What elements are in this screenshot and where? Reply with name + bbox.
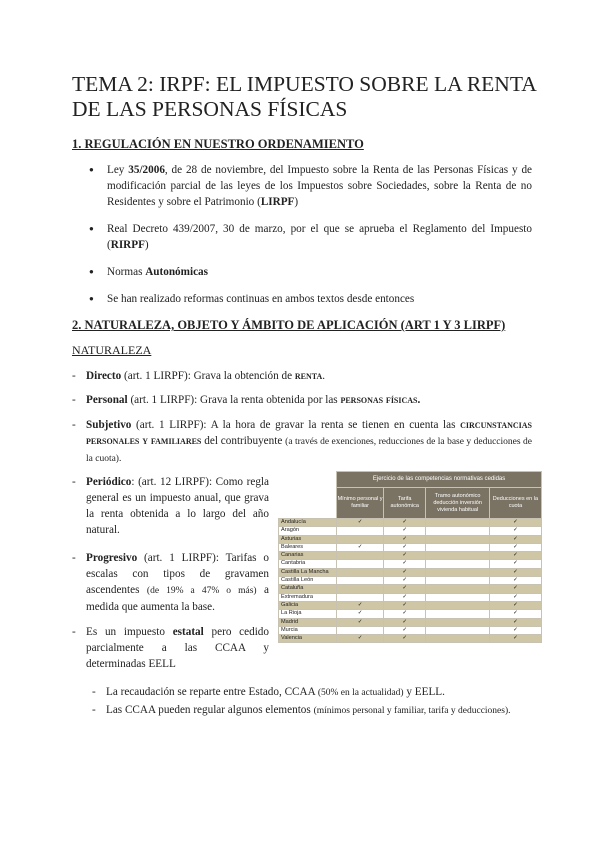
region-cell: Canarias <box>279 552 337 560</box>
region-cell: Aragón <box>279 527 337 535</box>
check-icon: ✓ <box>384 560 426 568</box>
table-row <box>279 560 542 568</box>
region-cell: Valencia <box>279 635 337 643</box>
empty-cell <box>426 519 489 527</box>
check-icon: ✓ <box>384 568 426 576</box>
table-row <box>279 568 542 576</box>
check-icon: ✓ <box>489 568 541 576</box>
check-icon: ✓ <box>384 626 426 634</box>
empty-cell <box>337 560 384 568</box>
empty-cell <box>426 618 489 626</box>
empty-cell <box>426 635 489 643</box>
check-icon: ✓ <box>489 560 541 568</box>
table-row <box>279 585 542 593</box>
empty-cell <box>337 585 384 593</box>
check-icon: ✓ <box>384 552 426 560</box>
table-row <box>279 593 542 601</box>
empty-cell <box>426 560 489 568</box>
check-icon: ✓ <box>384 593 426 601</box>
naturaleza-subheading: NATURALEZA <box>72 343 152 357</box>
region-cell: La Rioja <box>279 610 337 618</box>
empty-cell <box>426 626 489 634</box>
table-header: Mínimo personal y familiar <box>337 488 384 519</box>
document-page: TEMA 2: IRPF: EL IMPUESTO SOBRE LA RENTA DE LAS PERSONAS FÍSICAS 1. REGULACIÓN EN NUESTRO ORDENAMIENTO ● Ley 35/2006, de 28 de noviembre, del Impuesto sobre la Renta de las Personas Físicas y de modificación parcial de las leyes de los Impuestos sobre Sociedades, sobre la Renta de no Residentes y sobre el Patrimonio (LIRPF) ● Real Decreto 439/2007, 30 de marzo, por el que se aprueba el Reglamento del Impuesto (RIRPF) ● Normas Autonómicas ● Se han realizado reformas continuas en ambos textos desde entonces 2. NATURALEZA, OBJETO Y ÁMBITO DE APLICACIÓN (ART 1 Y 3 LIRPF) NATURALEZA - Directo (art. 1 LIRPF): Grava la obtención de renta. - Personal (art. 1 LIRPF): Grava la renta obtenida por las personas físicas. - Subjetivo (art. 1 LIRPF): A la hora de gravar la renta se tienen en cuenta las circunstancias personales y familiares del contribuyente (a través de exenciones, reducciones de la base y deducciones de la cuota). - Periódico: (art. 12 LIRPF): Como regla general es un impuesto anual, que grava la renta obtenida a lo largo del año natural. - Progresivo (art. 1 LIRPF): Tarifas o escalas con tipos de gravamen ascendentes (de 19% a 47% o más) a medida que aumenta la base. - Es un impuesto estatal pero cedido parcialmente a las CCAA y determinadas EELL - La recaudación se reparte entre Estado, CCAA (50% en la actualidad) y EELL. - Las CCAA pueden regular algunos elementos (mínimos personal y familiar, tarifa y deducciones). Ejercicio de las competencias normativas cedidas Mínimo personal y familiar Tarifa autonómica Tramo autonómico deducción inversión vivienda habitual Deducciones en la cuota Andalucía ✓ ✓ ✓ Aragón ✓ ✓ Asturias ✓ ✓ Baleares ✓ ✓ ✓ Canarias ✓ ✓ Cantabria ✓ ✓ Castilla La Mancha ✓ ✓ Castilla León ✓ ✓ Cataluña ✓ ✓ Extremadura ✓ ✓ Galicia ✓ ✓ ✓ La Rioja ✓ ✓ ✓ Madrid ✓ ✓ ✓ Murcia ✓ ✓ Valencia ✓ ✓ ✓ <box>0 0 600 848</box>
table-header: Tarifa autonómica <box>384 488 426 519</box>
check-icon: ✓ <box>489 552 541 560</box>
check-icon: ✓ <box>489 519 541 527</box>
table-body <box>279 519 542 643</box>
empty-cell <box>337 552 384 560</box>
list-item: ● Normas Autonómicas <box>72 264 532 280</box>
check-icon: ✓ <box>489 618 541 626</box>
section-1-list <box>72 162 532 318</box>
table-row <box>279 535 542 543</box>
check-icon: ✓ <box>489 543 541 551</box>
check-icon: ✓ <box>489 577 541 585</box>
sub-list-marker: - <box>92 686 96 698</box>
check-icon: ✓ <box>489 626 541 634</box>
empty-cell <box>426 527 489 535</box>
empty-cell <box>337 577 384 585</box>
sub-list-marker: - <box>92 704 96 716</box>
section-1-heading: 1. REGULACIÓN EN NUESTRO ORDENAMIENTO <box>72 137 364 151</box>
check-icon: ✓ <box>489 593 541 601</box>
table-row <box>279 601 542 609</box>
table-row <box>279 635 542 643</box>
region-cell: Extremadura <box>279 593 337 601</box>
check-icon: ✓ <box>337 519 384 527</box>
document-title: TEMA 2: IRPF: EL IMPUESTO SOBRE LA RENTA DE LAS PERSONAS FÍSICAS <box>72 72 536 121</box>
check-icon: ✓ <box>337 543 384 551</box>
region-cell: Galicia <box>279 601 337 609</box>
recaudacion-item: La recaudación se reparte entre Estado, CCAA (50% en la actualidad) y EELL. <box>106 686 445 698</box>
empty-cell <box>337 527 384 535</box>
region-cell: Castilla La Mancha <box>279 568 337 576</box>
table-row <box>279 552 542 560</box>
check-icon: ✓ <box>384 635 426 643</box>
empty-cell <box>426 585 489 593</box>
list-item: ● Real Decreto 439/2007, 30 de marzo, por el que se aprueba el Reglamento del Impuesto (RIRPF) <box>72 221 532 253</box>
table-corner <box>279 472 337 519</box>
empty-cell <box>426 577 489 585</box>
region-cell: Cataluña <box>279 585 337 593</box>
check-icon: ✓ <box>489 527 541 535</box>
table-row <box>279 610 542 618</box>
competencias-table <box>278 471 542 643</box>
empty-cell <box>426 552 489 560</box>
check-icon: ✓ <box>489 585 541 593</box>
empty-cell <box>426 610 489 618</box>
list-item: ● Ley 35/2006, de 28 de noviembre, del Impuesto sobre la Renta de las Personas Físicas y de modificación parcial de las leyes de los Impuestos sobre Sociedades, sobre la Renta de no Residentes y sobre el Patrimonio (LIRPF) <box>72 162 532 210</box>
table-row <box>279 577 542 585</box>
region-cell: Castilla León <box>279 577 337 585</box>
check-icon: ✓ <box>384 527 426 535</box>
empty-cell <box>337 535 384 543</box>
empty-cell <box>426 593 489 601</box>
check-icon: ✓ <box>384 618 426 626</box>
region-cell: Madrid <box>279 618 337 626</box>
ccaa-item: Las CCAA pueden regular algunos elementos (mínimos personal y familiar, tarifa y deducciones). <box>106 704 511 716</box>
check-icon: ✓ <box>489 610 541 618</box>
empty-cell <box>337 568 384 576</box>
table-row <box>279 519 542 527</box>
region-cell: Murcia <box>279 626 337 634</box>
list-item: ● Se han realizado reformas continuas en ambos textos desde entonces <box>72 291 532 307</box>
check-icon: ✓ <box>384 585 426 593</box>
check-icon: ✓ <box>489 535 541 543</box>
section-2-heading: 2. NATURALEZA, OBJETO Y ÁMBITO DE APLICACIÓN (ART 1 Y 3 LIRPF) <box>72 318 506 332</box>
table-row <box>279 618 542 626</box>
empty-cell <box>426 543 489 551</box>
empty-cell <box>426 535 489 543</box>
region-cell: Asturias <box>279 535 337 543</box>
check-icon: ✓ <box>337 601 384 609</box>
check-icon: ✓ <box>384 519 426 527</box>
check-icon: ✓ <box>384 577 426 585</box>
table-header: Deducciones en la cuota <box>489 488 541 519</box>
table-header: Tramo autonómico deducción inversión vivienda habitual <box>426 488 489 519</box>
check-icon: ✓ <box>337 610 384 618</box>
empty-cell <box>426 601 489 609</box>
empty-cell <box>337 626 384 634</box>
check-icon: ✓ <box>384 543 426 551</box>
table-row <box>279 543 542 551</box>
check-icon: ✓ <box>384 610 426 618</box>
table-row <box>279 527 542 535</box>
check-icon: ✓ <box>489 635 541 643</box>
empty-cell <box>337 593 384 601</box>
region-cell: Baleares <box>279 543 337 551</box>
check-icon: ✓ <box>384 535 426 543</box>
region-cell: Andalucía <box>279 519 337 527</box>
check-icon: ✓ <box>384 601 426 609</box>
empty-cell <box>426 568 489 576</box>
check-icon: ✓ <box>489 601 541 609</box>
table-caption: Ejercicio de las competencias normativas cedidas <box>337 472 542 488</box>
check-icon: ✓ <box>337 618 384 626</box>
region-cell: Cantabria <box>279 560 337 568</box>
table-row <box>279 626 542 634</box>
check-icon: ✓ <box>337 635 384 643</box>
